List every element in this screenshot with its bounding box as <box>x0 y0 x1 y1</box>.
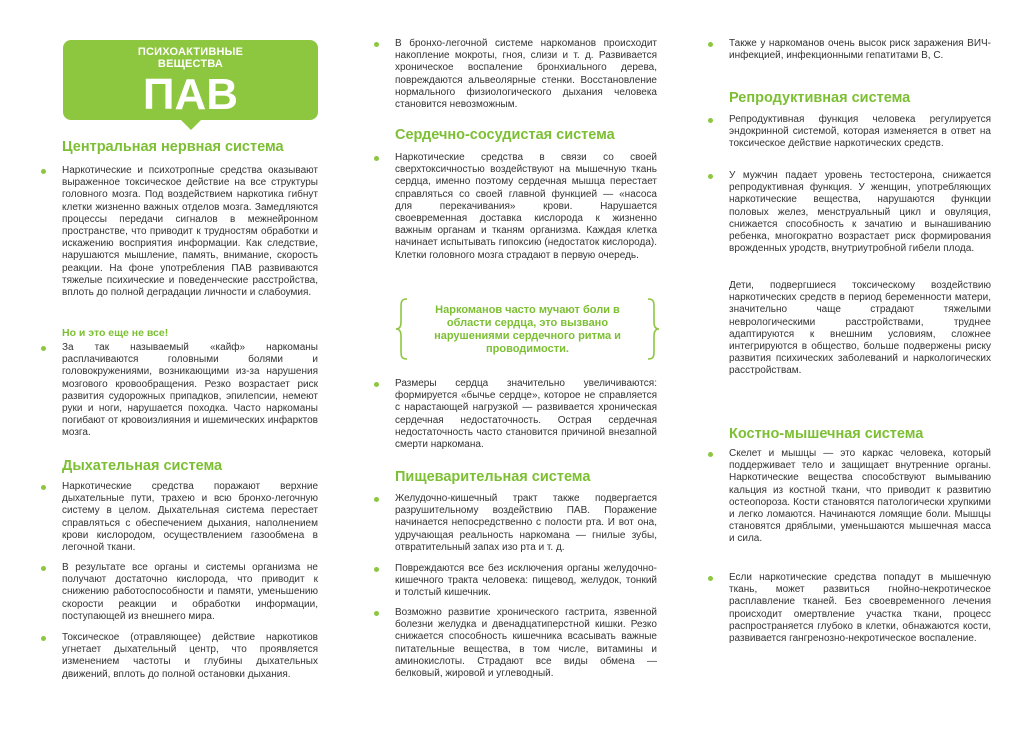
paragraph-cns-2: За так называемый «кайф» наркоманы расплачиваются головными болями и головокружениями, возникающими из-за нарушения мозгового кровообращения. Резко возрастает риск развития судорожных припадков, эпилепсии, немеют руки и ноги, нарушается походка. Часто наркоманы погибают от кровоизлияния и ишемических инфарктов мозга. <box>62 342 318 439</box>
right-brace-icon <box>646 298 660 360</box>
pull-quote-text: Наркоманов часто мучают боли в области сердца, это вызвано нарушениями сердечного ритма и проводимости. <box>434 304 621 355</box>
pull-quote <box>395 300 660 358</box>
paragraph-resp-3: Токсическое (отравляющее) действие наркотиков угнетает дыхательный центр, что проявляется изменением частоты и глубины дыхательных движений, вплоть до полной остановки дыхания. <box>62 632 318 680</box>
title-banner <box>63 40 318 120</box>
heading-cns: Центральная нервная система <box>62 139 284 155</box>
heading-digestive: Пищеварительная система <box>395 469 591 485</box>
paragraph-repro-1: Репродуктивная функция человека регулируется эндокринной системой, которая изменяется в ответ на токсическое действие наркотических средств. <box>729 114 991 150</box>
paragraph-hiv: Также у наркоманов очень высок риск заражения ВИЧ-инфекцией, инфекционными гепатитами В, С. <box>729 38 991 62</box>
left-brace-icon <box>395 298 409 360</box>
heading-musculoskeletal: Костно-мышечная система <box>729 426 924 442</box>
paragraph-cardio-2: Размеры сердца значительно увеличиваются: формируется «бычье сердце», которое не справляется с нарастающей нагрузкой — развивается хроническая сердечная недостаточность. Острая сердечная недостаточность часто становится причиной внезапной смерти наркомана. <box>395 378 657 451</box>
banner-subtitle-line2: ВЕЩЕСТВА <box>157 58 224 70</box>
lead-cns: Но и это еще не все! <box>62 327 169 339</box>
paragraph-cardio-1: Наркотические средства в связи со своей сверхтоксичностью воздействуют на мышечную ткань сердца, именно поэтому сердечная мышца перестает справляться со своей главной функцией — «насоса для перекачивания» крови. Нарушается своевременная доставка кислорода к жизненно важным органам и тканям организма. Каждая клетка начинает испытывать гипоксию (недостаток кислорода). Клетки головного мозга страдают в первую очередь. <box>395 152 657 261</box>
banner-subtitle-line1: ПСИХОАКТИВНЫЕ <box>137 46 244 58</box>
banner-title: ПАВ <box>142 70 239 119</box>
paragraph-repro-3: Дети, подвергшиеся токсическому воздействию наркотических средств в период беременности матери, значительно чаще страдают тяжелыми неврологическими расстройствами, труднее адаптируются к внешним условиям, сложнее интегрируются в общество, больше подвержены риску развития психических заболеваний и наркологических расстройствам. <box>729 280 991 377</box>
paragraph-digest-1: Желудочно-кишечный тракт также подвергается разрушительному воздействию ПАВ. Поражение начинается непосредственно с полости рта. И вот она, удручающая реальность наркомана — гнилые зубы, отвратительный запах изо рта и т. д. <box>395 493 657 553</box>
heading-reproductive: Репродуктивная система <box>729 90 911 106</box>
paragraph-digest-2: Повреждаются все без исключения органы желудочно-кишечного тракта человека: пищевод, желудок, тонкий и толстый кишечник. <box>395 563 657 599</box>
paragraph-cns-1: Наркотические и психотропные средства оказывают выраженное токсическое действие на все структуры головного мозга. Под воздействием наркотика гибнут клетки жизненно важных отделов мозга. Замедляются процессы передачи сигналов в межнейронном пространстве, что приводит к трудностям обработки и искажению восприятия информации. Как следствие, нарушаются мышление, память, внимание, скорость реакции. На фоне употребления ПАВ развиваются тяжелые психические и поведенческие расстройства, вплоть до полной деградации личности и слабоумия. <box>62 165 318 299</box>
heading-respiratory: Дыхательная система <box>62 458 223 474</box>
paragraph-resp-1: Наркотические средства поражают верхние дыхательные пути, трахею и всю бронхо-легочную систему в целом. Дыхательная система перестает справляться с обеспечением дыхания, наполнением крови кислородом, осуществлением газообмена в легочной ткани. <box>62 481 318 554</box>
paragraph-musc-1: Скелет и мышцы — это каркас человека, который поддерживает тело и защищает внутренние органы. Наркотические вещества способствуют вымыванию кальция из костной ткани, что приводит к развитию остеопороза. Кости становятся патологически хрупкими и легко ломаются. Начинаются ломящие боли. Мышцы становятся дряблыми, уменьшаются мышечная масса и сила. <box>729 448 991 545</box>
paragraph-digest-3: Возможно развитие хронического гастрита, язвенной болезни желудка и двенадцатиперстной кишки. Резко снижается способность кишечника всасывать важные питательные вещества, в том числе, витамины и аминокислоты. Страдают все виды обмена — белковый, жировой и углеводный. <box>395 607 657 680</box>
heading-cardio: Сердечно-сосудистая система <box>395 127 615 143</box>
paragraph-repro-2: У мужчин падает уровень тестостерона, снижается репродуктивная функция. У женщин, употребляющих наркотические вещества, нарушаются функции половых желез, менструальный цикл и овуляция, снижается способность к зачатию и вынашиванию ребенка, многократно возрастает риск формирования врожденных уродств, внутриутробной гибели плода. <box>729 170 991 255</box>
banner-pointer <box>181 120 201 130</box>
paragraph-musc-2: Если наркотические средства попадут в мышечную ткань, может развиться гнойно-некротическое расплавление тканей. Без своевременного лечения происходит омертвление участка ткани, процесс распространяется глубоко в клетки, обнажаются кости, развивается гангренозно-некротическое воспаление. <box>729 572 991 645</box>
paragraph-resp-2: В результате все органы и системы организма не получают достаточно кислорода, что приводит к снижению работоспособности и памяти, уменьшению скорости реакции и обработки информации, поступающей из внешнего мира. <box>62 562 318 622</box>
paragraph-bronch: В бронхо-легочной системе наркоманов происходит накопление мокроты, гноя, слизи и т. д. Развивается хроническое воспаление бронхиального дерева, повреждаются альвеолярные стенки. Восстановление нормального физиологического дыхания человека становится невозможным. <box>395 38 657 111</box>
